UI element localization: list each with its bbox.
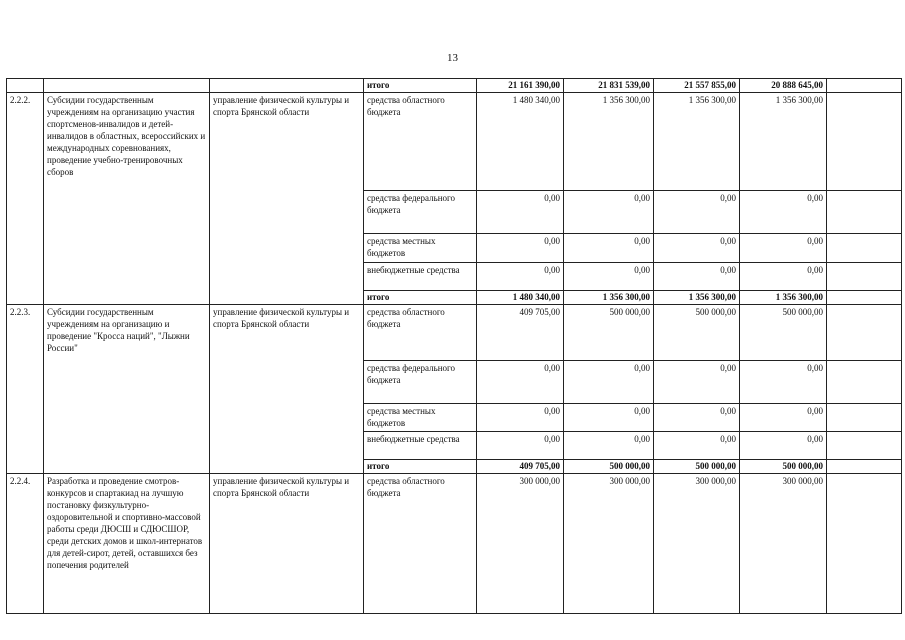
value-cell: 0,00 [564,263,654,291]
value-cell: 0,00 [654,234,740,263]
value-cell: 0,00 [564,191,654,234]
empty-cell [827,432,902,460]
empty-cell [827,93,902,191]
value-cell: 500 000,00 [654,305,740,361]
total-value: 500 000,00 [564,460,654,474]
value-cell: 0,00 [740,191,827,234]
value-cell: 1 356 300,00 [740,93,827,191]
value-cell: 0,00 [477,263,564,291]
item-code: 2.2.2. [7,93,44,305]
item-code: 2.2.4. [7,474,44,614]
table-row [7,93,902,191]
total-label: итого [364,460,477,474]
value-cell: 0,00 [654,263,740,291]
value-cell: 300 000,00 [654,474,740,614]
item-executor: управление физической культуры и спорта Брянской области [210,93,364,305]
value-cell: 500 000,00 [740,305,827,361]
total-value: 21 161 390,00 [477,79,564,93]
value-cell: 1 356 300,00 [564,93,654,191]
value-cell: 0,00 [477,361,564,404]
total-value: 20 888 645,00 [740,79,827,93]
item-name: Субсидии государственным учреждениям на организацию и проведение "Кросса наций", "Лыжни России" [44,305,210,474]
total-value: 21 831 539,00 [564,79,654,93]
empty-cell [827,404,902,432]
source-label: средства местных бюджетов [364,234,477,263]
budget-table [6,78,902,614]
name-cell [44,79,210,93]
total-value: 1 480 340,00 [477,291,564,305]
value-cell: 0,00 [477,404,564,432]
total-value: 500 000,00 [654,460,740,474]
empty-cell [827,234,902,263]
total-label: итого [364,291,477,305]
value-cell: 409 705,00 [477,305,564,361]
value-cell: 0,00 [654,404,740,432]
value-cell: 0,00 [477,191,564,234]
source-label: средства областного бюджета [364,305,477,361]
value-cell: 0,00 [740,404,827,432]
item-name: Разработка и проведение смотров-конкурсов и спартакиад на лучшую постановку физкультурно-оздоровительной и спортивно-массовой работы среди ДЮСШ и СДЮСШОР, среди детских домов и школ-интернатов для детей-сирот, детей, оставшихся без попечения родителей [44,474,210,614]
source-label: средства областного бюджета [364,93,477,191]
source-label: средства местных бюджетов [364,404,477,432]
value-cell: 300 000,00 [740,474,827,614]
total-value: 1 356 300,00 [564,291,654,305]
value-cell: 0,00 [564,361,654,404]
total-value: 409 705,00 [477,460,564,474]
top-total-row [7,79,902,93]
code-cell [7,79,44,93]
value-cell: 300 000,00 [564,474,654,614]
table-row [7,474,902,614]
total-value: 1 356 300,00 [654,291,740,305]
value-cell: 0,00 [740,234,827,263]
empty-cell [827,79,902,93]
table-row [7,305,902,361]
item-executor: управление физической культуры и спорта Брянской области [210,474,364,614]
source-label: внебюджетные средства [364,432,477,460]
page-number: 13 [447,52,458,64]
empty-cell [827,291,902,305]
value-cell: 0,00 [740,263,827,291]
empty-cell [827,361,902,404]
empty-cell [827,191,902,234]
value-cell: 0,00 [654,361,740,404]
total-value: 21 557 855,00 [654,79,740,93]
value-cell: 1 480 340,00 [477,93,564,191]
item-name: Субсидии государственным учреждениям на организацию участия спортсменов-инвалидов и детей-инвалидов в областных, всероссийских и международных соревнованиях, проведение учебно-тренировочных сборов [44,93,210,305]
empty-cell [827,263,902,291]
value-cell: 0,00 [654,432,740,460]
item-code: 2.2.3. [7,305,44,474]
value-cell: 0,00 [564,432,654,460]
empty-cell [827,474,902,614]
value-cell: 0,00 [477,234,564,263]
value-cell: 0,00 [564,234,654,263]
item-executor: управление физической культуры и спорта Брянской области [210,305,364,474]
value-cell: 0,00 [654,191,740,234]
value-cell: 0,00 [477,432,564,460]
value-cell: 300 000,00 [477,474,564,614]
value-cell: 1 356 300,00 [654,93,740,191]
value-cell: 0,00 [740,432,827,460]
total-value: 1 356 300,00 [740,291,827,305]
empty-cell [827,305,902,361]
total-label: итого [364,79,477,93]
total-value: 500 000,00 [740,460,827,474]
source-label: внебюджетные средства [364,263,477,291]
value-cell: 500 000,00 [564,305,654,361]
source-label: средства федерального бюджета [364,361,477,404]
source-label: средства областного бюджета [364,474,477,614]
empty-cell [827,460,902,474]
value-cell: 0,00 [564,404,654,432]
source-label: средства федерального бюджета [364,191,477,234]
executor-cell [210,79,364,93]
value-cell: 0,00 [740,361,827,404]
